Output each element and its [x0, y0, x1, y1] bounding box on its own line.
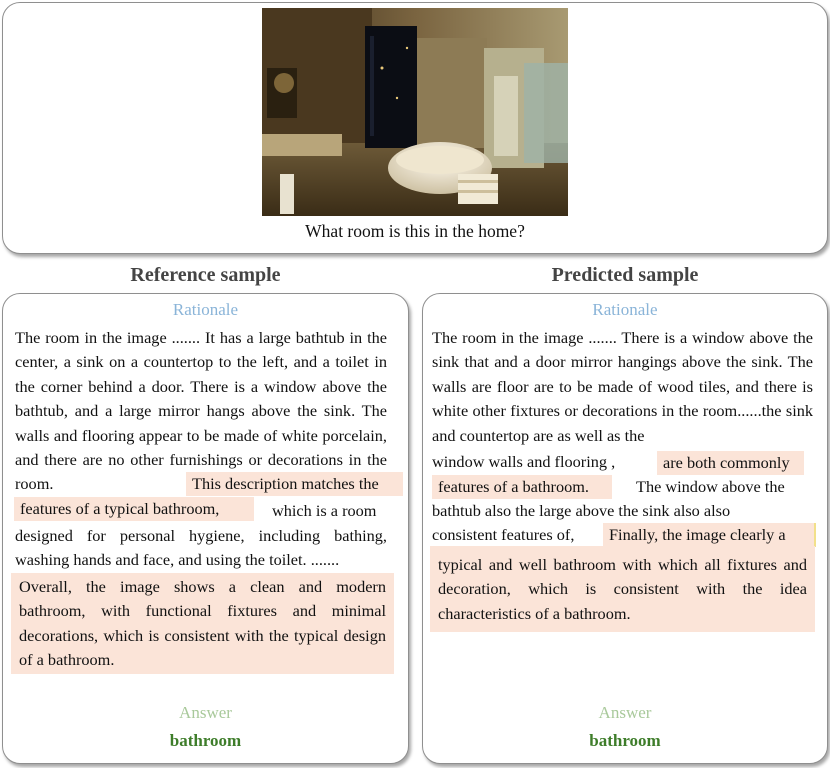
- reference-answer: bathroom: [169, 731, 242, 750]
- reference-title: Reference sample: [130, 264, 281, 286]
- reference-highlight-1: This description matches the: [186, 472, 403, 496]
- predicted-answer: bathroom: [589, 731, 661, 750]
- reference-rationale-text-2: designed for personal hygiene, including bathing, washing hands and face, and using the toilet. .......: [15, 526, 387, 570]
- reference-rationale-text: The room in the image ....... It has a large bathtub in the center, a sink on a countertop to the left, and a toilet in the corner behind a door. There is a window above the bathtub, and a large mirror hangs above the sink. The walls and flooring appear to be made of white porcelain, and there are no other furnishings or decorations in the room.: [15, 328, 387, 494]
- predicted-rationale-line: window walls and flooring ,: [432, 452, 616, 471]
- predicted-rationale-text: The room in the image ....... There is a window above the sink that and a door mirror hangings above the sink. The walls are floor are to be made of wood tiles, and there is white other fixtures or decorations in the room......the sink and countertop are as well as the: [432, 328, 813, 445]
- predicted-rationale-line-4: consistent features of,: [432, 525, 575, 544]
- reference-rationale-continued: which is a room: [272, 501, 377, 520]
- predicted-highlight-block: typical and well bathroom with which all fixtures and decoration, which is consistent with the idea characteristics of a bathroom.: [430, 546, 815, 632]
- predicted-answer-label: Answer: [598, 703, 652, 722]
- predicted-highlight-2: features of a bathroom.: [432, 475, 612, 499]
- predicted-title: Predicted sample: [551, 264, 699, 286]
- reference-answer-label: Answer: [179, 703, 232, 722]
- reference-highlight-2: features of a typical bathroom,: [14, 497, 254, 521]
- reference-rationale-label: Rationale: [172, 300, 239, 319]
- predicted-rationale-label: Rationale: [592, 300, 658, 319]
- predicted-rationale-line-2: The window above the: [636, 477, 785, 496]
- predicted-highlight-1: are both commonly: [657, 451, 804, 475]
- bathroom-photo: [262, 8, 568, 216]
- predicted-highlight-3: Finally, the image clearly a: [603, 523, 816, 547]
- reference-highlight-block: Overall, the image shows a clean and modern bathroom, with functional fixtures and minimal decorations, which is consistent with the typical design of a bathroom.: [11, 573, 394, 674]
- question-text: What room is this in the home?: [305, 221, 525, 241]
- predicted-rationale-line-3: bathtub also the large above the sink also also: [432, 501, 731, 520]
